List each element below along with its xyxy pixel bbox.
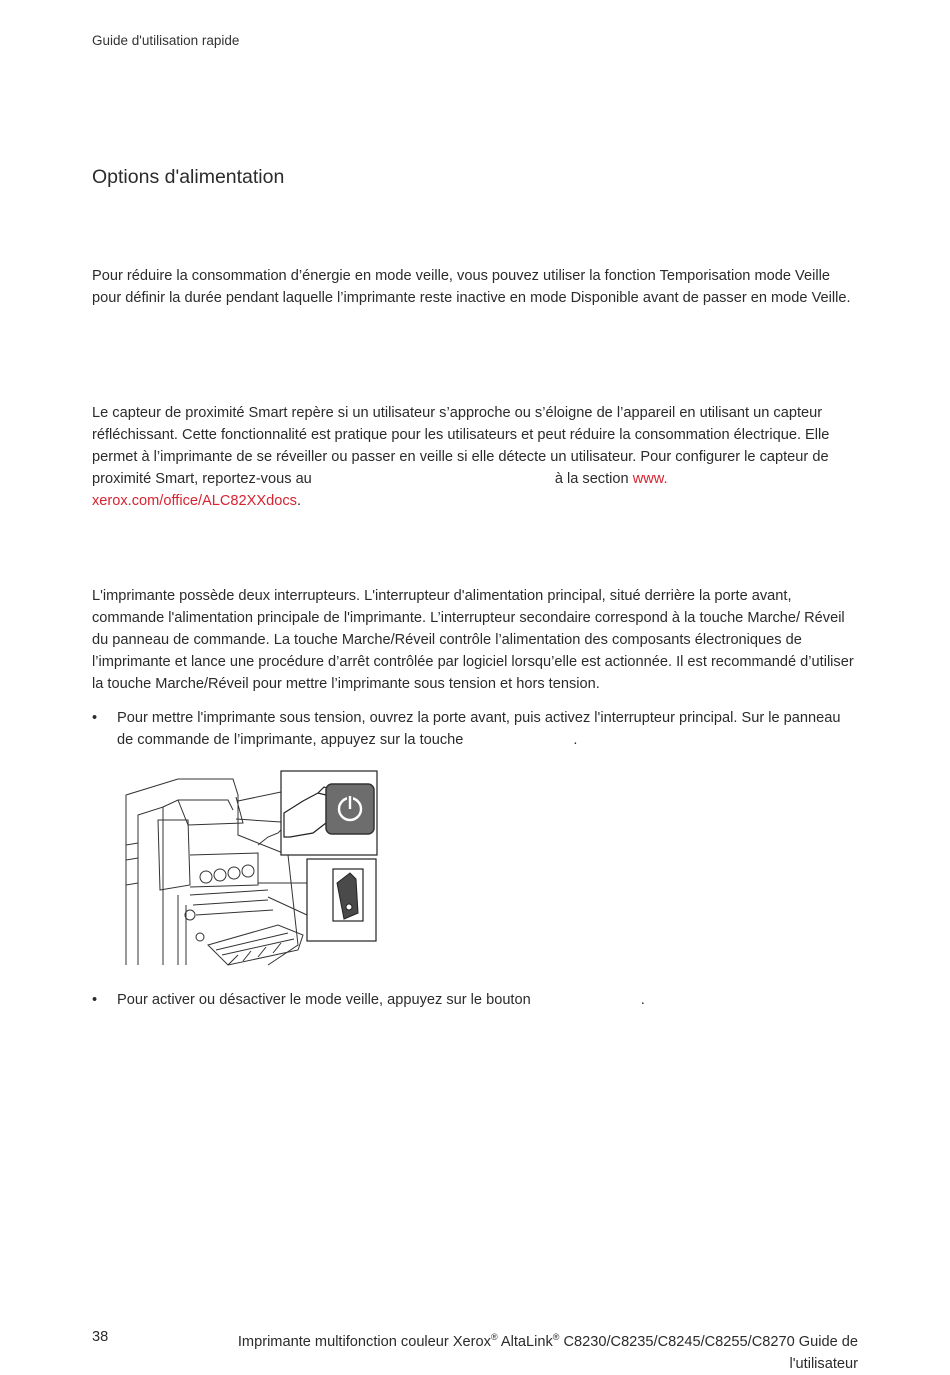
registered-mark: ® — [552, 1332, 560, 1342]
running-header: Guide d'utilisation rapide — [92, 33, 240, 48]
bullet-text: Pour activer ou désactiver le mode veille, appuyez sur le bouton — [117, 992, 531, 1008]
bullet-period: . — [573, 732, 578, 748]
bullet-text: Pour mettre l'imprimante sous tension, ouvrez la porte avant, puis activez l'interrupteur principal. Sur le panneau de commande de l’imprimante, appuyez sur la touche — [117, 710, 841, 748]
doc-title-brand: Imprimante multifonction couleur Xerox — [237, 1333, 491, 1350]
section-title: Options d'alimentation — [92, 166, 285, 188]
power-button-icon — [326, 784, 374, 834]
doc-title-product: AltaLink — [500, 1333, 553, 1350]
bullet-period: . — [640, 992, 645, 1008]
bullet-marker: • — [92, 992, 98, 1008]
page-number: 38 — [92, 1329, 109, 1345]
docs-link[interactable]: www. xerox.com/office/ALC82XXdocs — [92, 471, 668, 509]
printer-illustration — [118, 765, 388, 970]
rocker-switch-icon — [333, 869, 363, 921]
proximity-sensor-paragraph — [92, 402, 860, 512]
sleep-timeout-paragraph: Pour réduire la consommation d’énergie en mode veille, vous pouvez utiliser la fonction Temporisation mode Veille pour définir la durée pendant laquelle l’imprimante reste inactive en mode Disponible avant de passer en mode Veille. — [92, 268, 851, 306]
printer-power-illustration — [118, 765, 388, 970]
power-switches-paragraph: L'imprimante possède deux interrupteurs. L'interrupteur d'alimentation principal, situé derrière la porte avant, commande l'alimentation principale de l'imprimante. L’interrupteur secondaire correspond à la touche Marche/ Réveil du panneau de commande. La touche Marche/Réveil contrôle l’alimentation des composants électroniques de l’imprimante et lance une procédure d’arrêt contrôlée par logiciel lorsqu’elle est actionnée. Il est recommandé d’utiliser la touche Marche/Réveil pour mettre l’imprimante sous tension et hors tension. — [92, 588, 854, 692]
registered-mark: ® — [490, 1332, 498, 1342]
list-item — [92, 707, 860, 751]
bullet-marker: • — [92, 710, 98, 726]
list-item — [92, 989, 860, 1011]
document-title — [178, 1326, 858, 1375]
proximity-period: . — [296, 493, 302, 509]
proximity-text: Le capteur de proximité Smart repère si un utilisateur s’approche ou s’éloigne de l’appareil en utilisant un capteur réfléchissant. Cette fonctionnalité est pratique pour les utilisateurs et peut réduire la consommation électrique. Elle permet à l’imprimante de se réveiller ou passer en veille si elle détecte un utilisateur. Pour configurer le capteur de proximité Smart, reportez-vous au — [92, 405, 830, 487]
proximity-section-text: à la section — [554, 471, 629, 487]
doc-title-models: C8230/C8235/C8245/C8255/C8270 Guide de l'utilisateur — [563, 1333, 858, 1372]
